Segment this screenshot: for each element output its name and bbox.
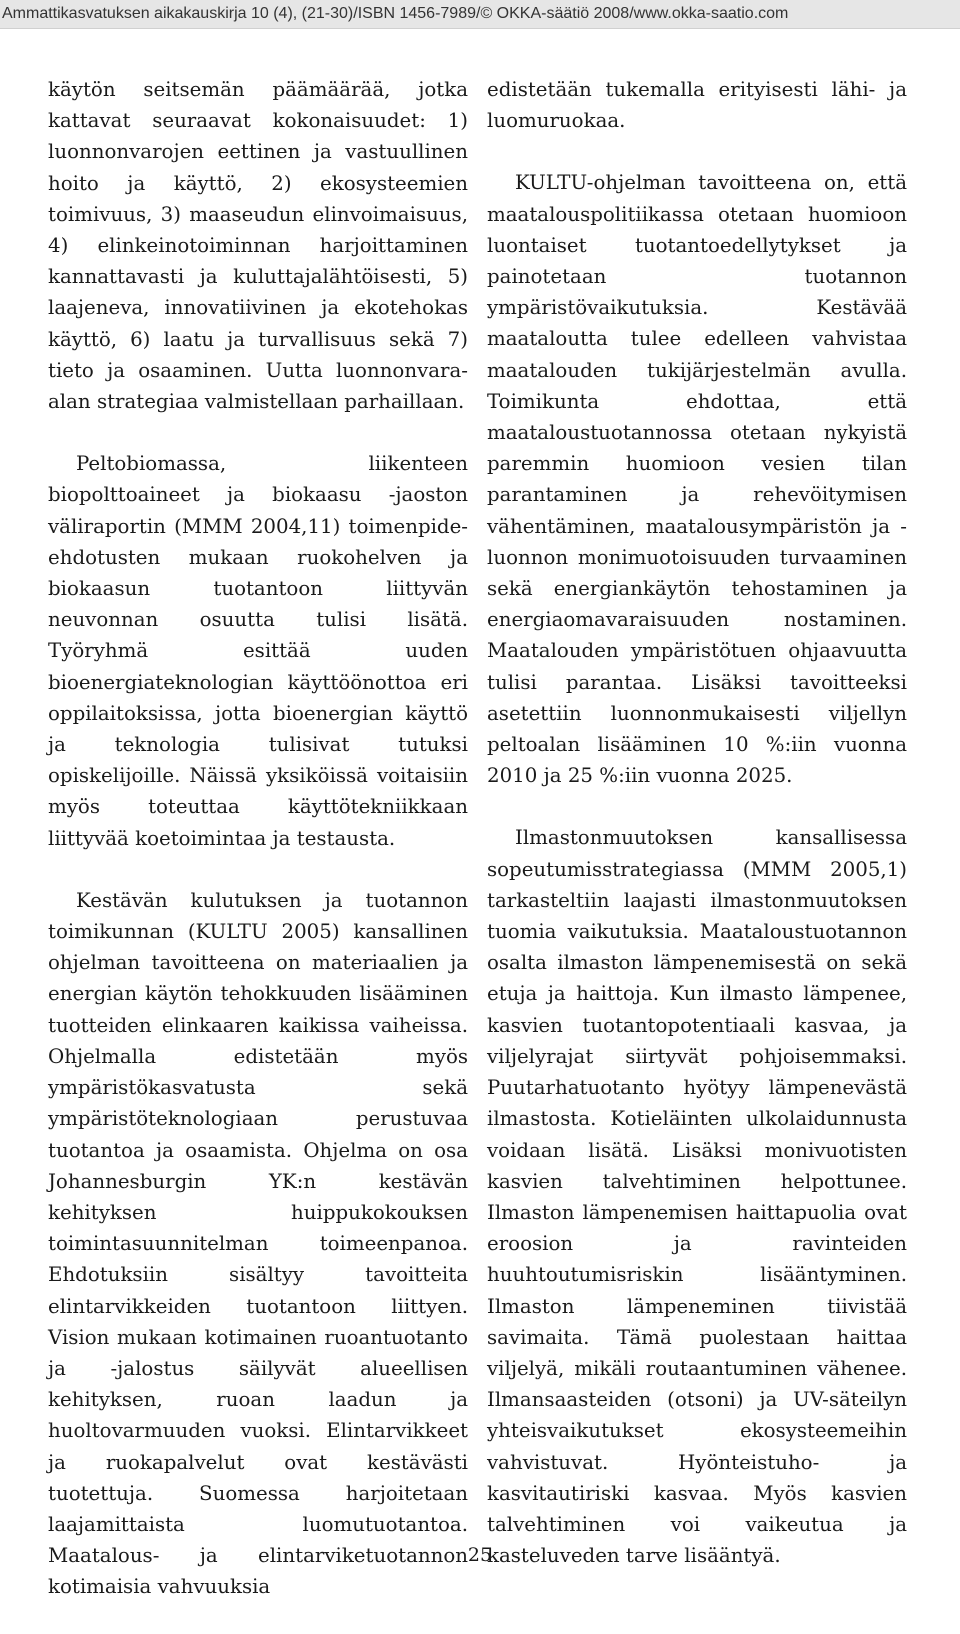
journal-header-text: Ammattikasvatuksen aikakauskirja 10 (4), (21-30)/ISBN 1456-7989/© OKKA-säätiö 2008/www.okka-saatio.com: [2, 5, 789, 22]
page-number: 25: [467, 1544, 493, 1566]
paragraph-peltobiomassa: Peltobiomassa, liikenteen biopolttoaineet ja biokaasu -jaoston väliraportin (MMM 2004,11) toimenpide-ehdotusten mukaan ruokohelven ja biokaasun tuotantoon liittyvän neuvonnan osuutta tulisi lisätä. Työryhmä esittää uuden bioenergiateknologian käyttöönottoa eri oppilaitoksissa, jotta bioenergian käyttö ja teknologia tulisivat tutuksi opiskelijoille. Näissä yksiköissä voitaisiin myös toteuttaa käyttötekniikkaan liittyvää koetoimintaa ja testausta.: [48, 452, 468, 850]
paragraph-kestava-kulutus: Kestävän kulutuksen ja tuotannon toimikunnan (KULTU 2005) kansallinen ohjelman tavoitteena on materiaalien ja energian käytön tehokkuuden lisääminen tuotteiden elinkaaren kaikissa vaiheissa. Ohjelmalla edistetään myös ympäristökasvatusta sekä ympäristöteknologiaan perustuvaa tuotantoa ja osaamista. Ohjelma on osa Johannesburgin YK:n kestävän kehityksen huippukokouksen toimintasuunnitelman toimeenpanoa. Ehdotuksiin sisältyy tavoitteita elintarvikkeiden tuotantoon liittyen. Vision mukaan kotimainen ruoantuotanto ja -jalostus säilyvät alueellisen kehityksen, ruoan laadun ja huoltovarmuuden vuoksi. Elintarvikkeet ja ruokapalvelut ovat kestävästi tuotettuja. Suomessa harjoitetaan laajamittaista luomutuotantoa. Maatalous- ja elintarviketuotannon kotimaisia vahvuuksia: [48, 888, 468, 1599]
paragraph-continuation-right: edistetään tukemalla erityisesti lähi- ja luomuruokaa.: [487, 78, 907, 133]
paragraph-ilmastonmuutos: Ilmastonmuutoksen kansallisessa sopeutumisstrategiassa (MMM 2005,1) tarkasteltiin laajasti ilmastonmuutoksen tuomia vaikutuksia. Maataloustuotannon osalta ilmaston lämpenemisestä on sekä etuja ja haittoja. Kun ilmasto lämpenee, kasvien tuotantopotentiaali kasvaa, ja viljelyrajat siirtyvät pohjoisemmaksi. Puutarhatuotanto hyötyy lämpenevästä ilmastosta. Kotieläinten ulkolaidunnusta voidaan lisätä. Lisäksi monivuotisten kasvien talvehtiminen helpottunee. Ilmaston lämpenemisen haittapuolia ovat eroosion ja ravinteiden huuhtoutumisriskin lisääntyminen. Ilmaston lämpeneminen tiivistää savimaita. Tämä puolestaan haittaa viljelyä, mikäli routaantuminen vähenee. Ilmansaasteiden (otsoni) ja UV-säteilyn yhteisvaikutukset ekosysteemeihin vahvistuvat. Hyönteistuho- ja kasvitautiriski kasvaa. Myös kasvien talvehtiminen voi vaikeutua ja kasteluveden tarve lisääntyä.: [487, 826, 907, 1568]
paragraph-kultu-ohjelma: KULTU-ohjelman tavoitteena on, että maatalouspolitiikassa otetaan huomioon luontaiset tuotantoedellytykset ja painotetaan tuotannon ympäristövaikutuksia. Kestävää maataloutta tulee edelleen vahvistaa maatalouden tukijärjestelmän avulla. Toimikunta ehdottaa, että maataloustuotannossa otetaan nykyistä paremmin huomioon vesien tilan parantaminen ja rehevöitymisen vähentäminen, maatalousympäristön ja -luonnon monimuotoisuuden turvaaminen sekä energiankäytön tehostaminen ja energiaomavaraisuuden nostaminen. Maatalouden ympäristötuen ohjaavuutta tulisi parantaa. Lisäksi tavoitteeksi asetettiin luonnonmukaisesti viljellyn peltoalan lisääminen 10 %:iin vuonna 2010 ja 25 %:iin vuonna 2025.: [487, 171, 907, 788]
paragraph-continuation: käytön seitsemän päämäärää, jotka kattavat seuraavat kokonaisuudet: 1) luonnonvarojen eettinen ja vastuullinen hoito ja käyttö, 2) ekosysteemien toimivuus, 3) maaseudun elinvoimaisuus, 4) elinkeinotoiminnan harjoittaminen kannattavasti ja kuluttajalähtöisesti, 5) laajeneva, innovatiivinen ja ekotehokas käyttö, 6) laatu ja turvallisuus sekä 7) tieto ja osaaminen. Uutta luonnonvara-alan strategiaa valmistellaan parhaillaan.: [48, 78, 468, 414]
left-column: [48, 74, 468, 1634]
journal-header: [0, 0, 960, 29]
right-column: [487, 74, 907, 1602]
